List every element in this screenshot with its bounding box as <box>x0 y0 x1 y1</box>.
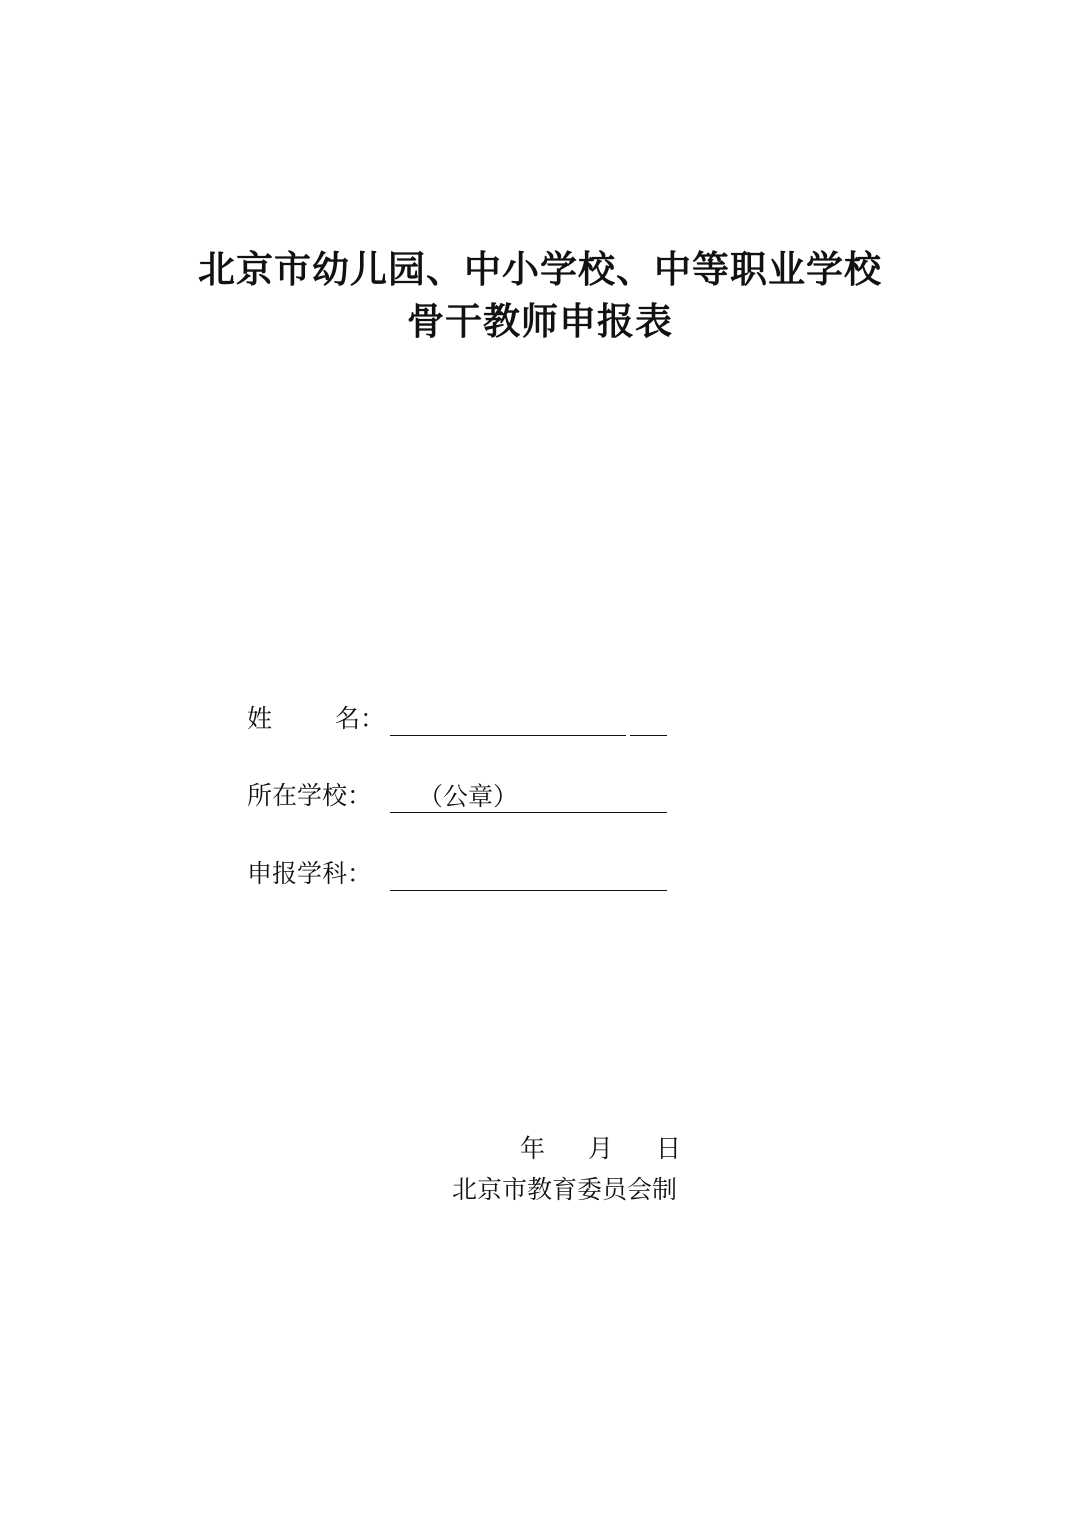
name-field <box>247 696 667 736</box>
school-label: 所在学校： <box>247 781 373 810</box>
form-title-line-2: 骨干教师申报表 <box>407 299 673 343</box>
day-label: 日 <box>656 1134 682 1163</box>
year-label: 年 <box>520 1134 546 1163</box>
school-seal-placeholder: （公章） <box>418 782 519 811</box>
month-label: 月 <box>588 1134 614 1163</box>
name-line-gap <box>626 735 630 737</box>
date-row <box>520 1133 681 1165</box>
subject-field <box>247 851 667 891</box>
form-title-line-1: 北京市幼儿园、中小学校、中等职业学校 <box>198 247 882 291</box>
school-blank-line[interactable] <box>390 781 667 813</box>
subject-label: 申报学科： <box>247 859 373 888</box>
name-label-first-char: 姓 <box>247 704 273 733</box>
school-field <box>247 773 667 813</box>
issuer-text: 北京市教育委员会制 <box>452 1175 678 1204</box>
name-blank-line[interactable] <box>390 704 667 736</box>
name-label-second-char: 名： <box>335 704 386 733</box>
subject-blank-line[interactable] <box>390 859 667 891</box>
name-label <box>247 702 390 736</box>
